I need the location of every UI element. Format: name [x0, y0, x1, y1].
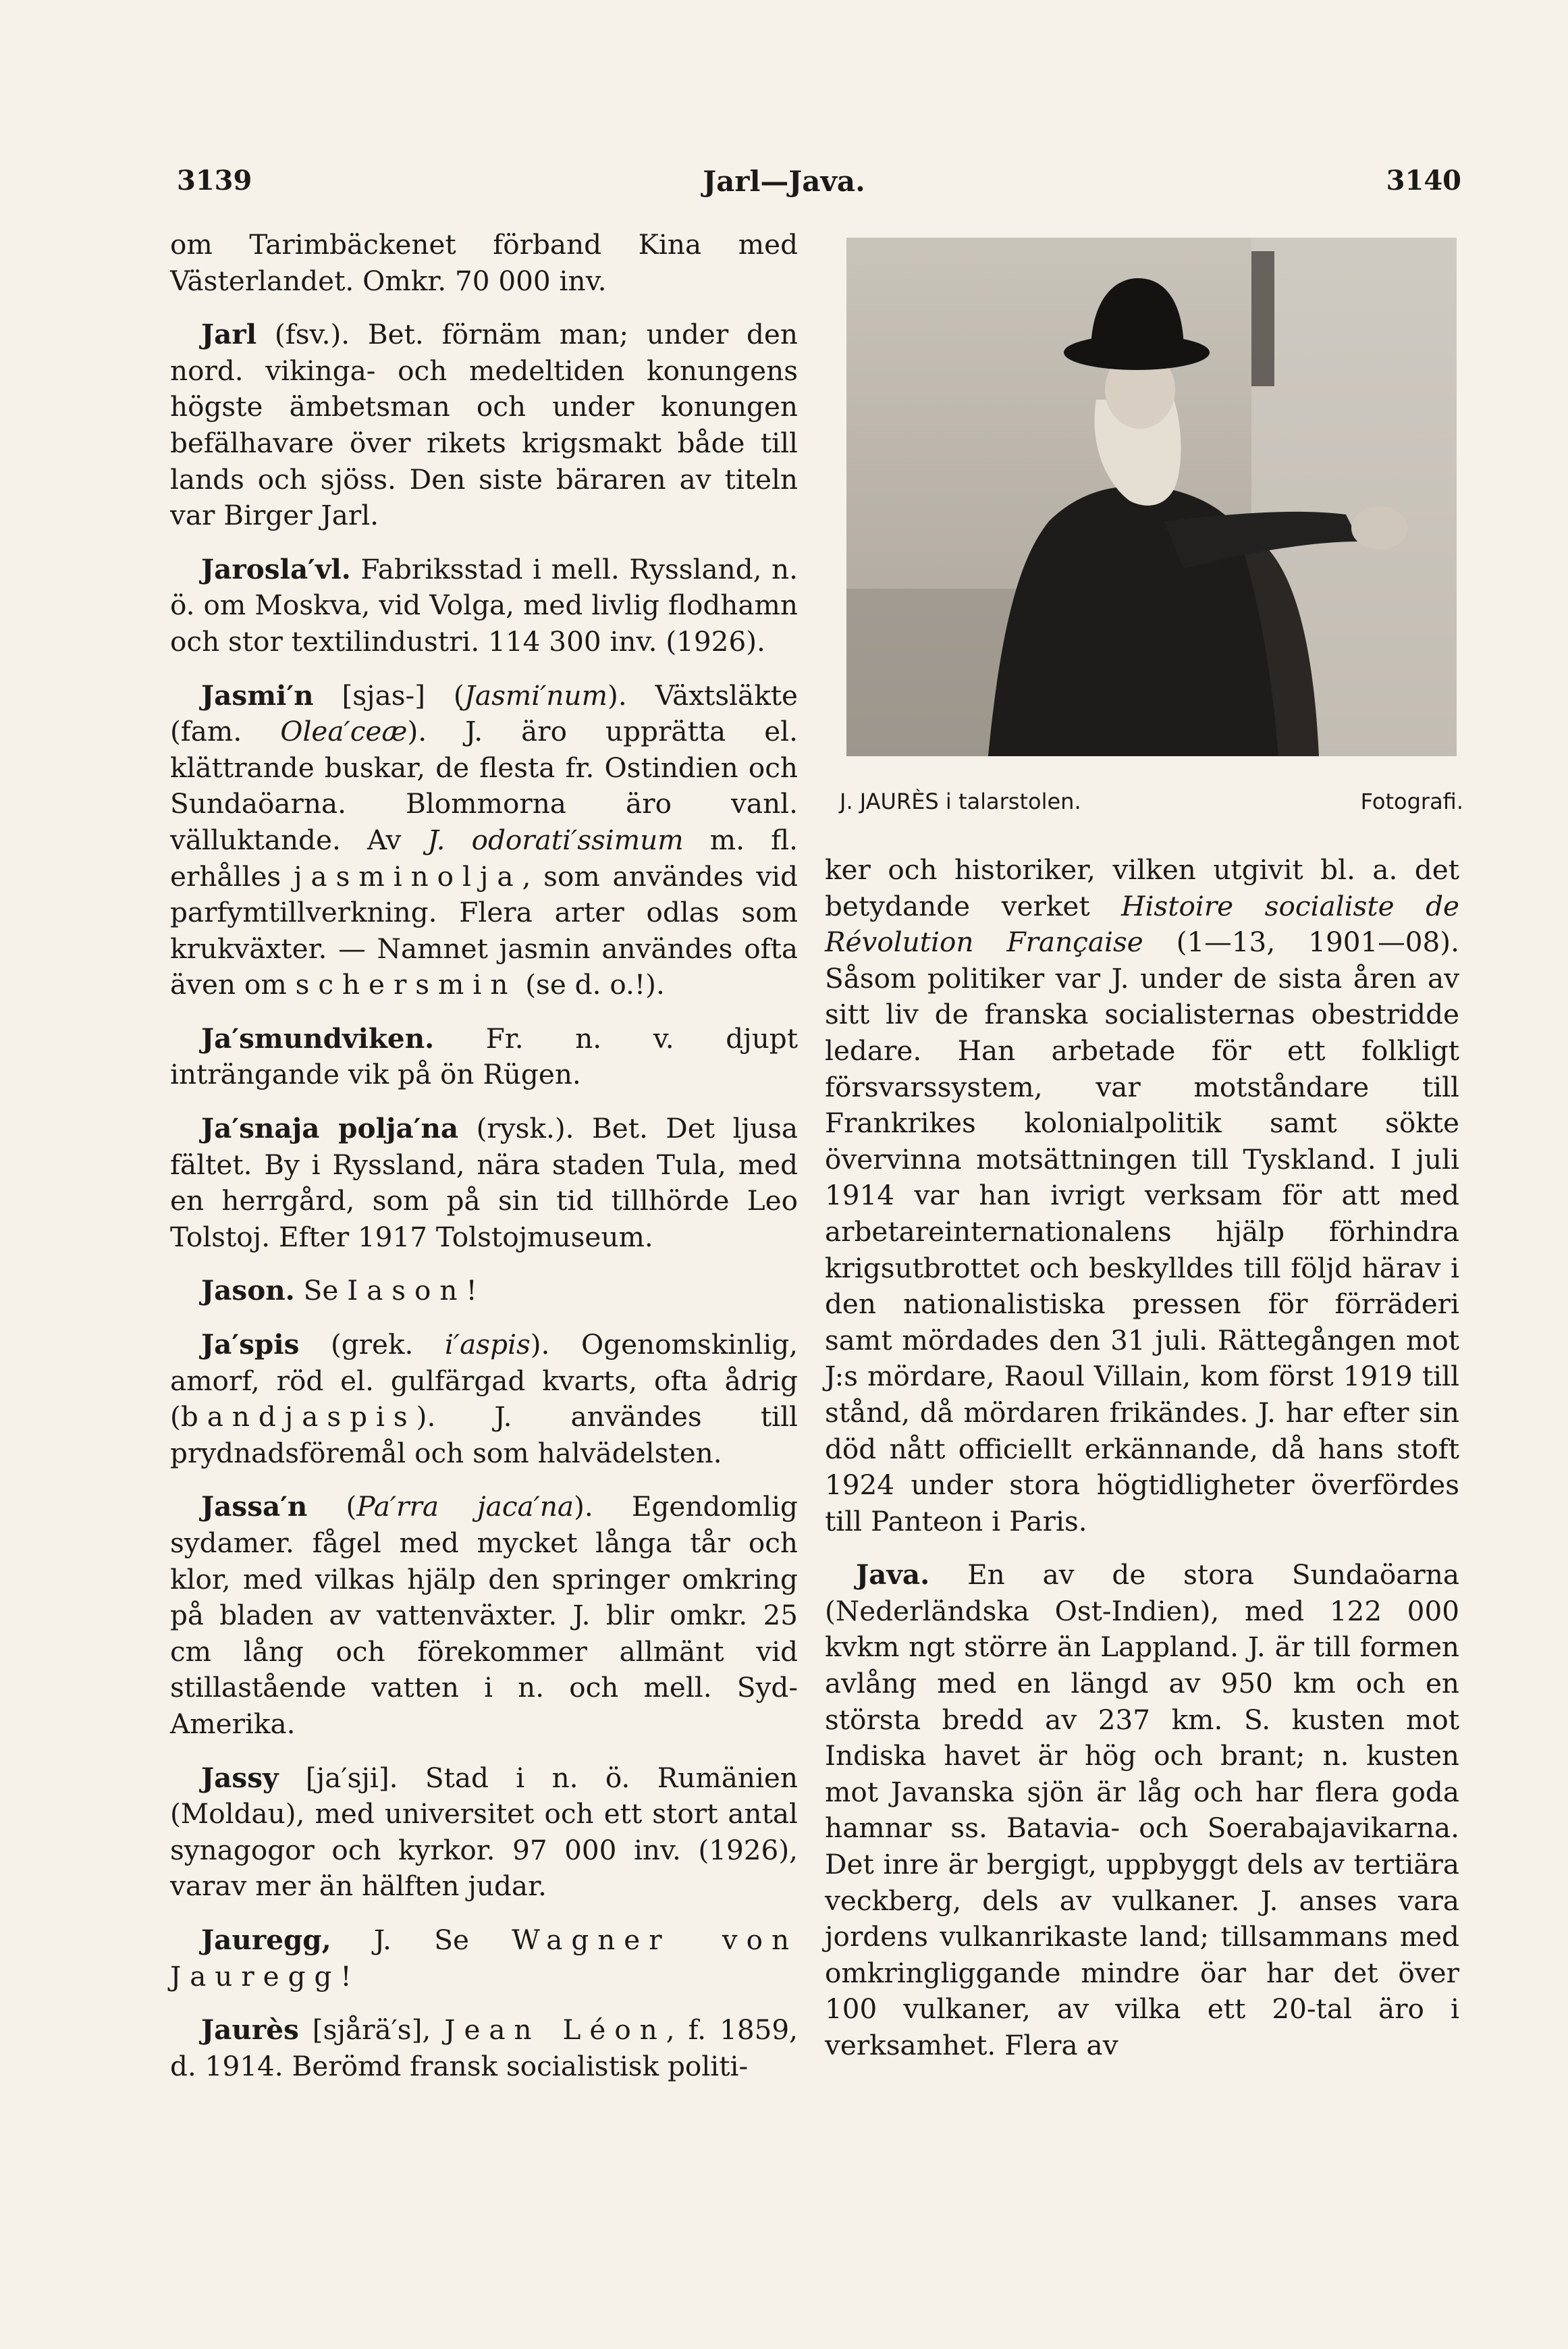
entry-text: [sjårä′s], — [298, 2013, 445, 2047]
entry-text: Se — [294, 1274, 348, 1307]
headword: Ja′spis — [201, 1328, 300, 1361]
spaced-term: Jean Léon — [444, 2013, 666, 2047]
caption-credit: Fotografi. — [1360, 789, 1463, 814]
entry-text: m. fl. erhålles — [170, 823, 799, 893]
greek-term: i′aspis — [444, 1328, 531, 1361]
entry-text: ). J. användes till prydnadsföremål och som halvädelsten. — [170, 1400, 798, 1469]
entry-continuation — [170, 227, 798, 299]
entry-text: ). Växtsläkte (fam. — [170, 679, 798, 748]
entry-text: ! — [340, 1959, 352, 1992]
entry-text: (grek. — [299, 1328, 445, 1361]
entry-jarl — [170, 317, 798, 534]
entry-text: J. Se — [331, 1923, 512, 1956]
headword: Jarl — [201, 318, 257, 351]
entry-jauregg — [170, 1922, 798, 1995]
entry-jassan — [170, 1489, 798, 1742]
page-header — [0, 165, 1568, 212]
entry-jason — [170, 1273, 798, 1309]
entry-text: Fr. n. v. djupt inträngande vik på ön Rügen. — [170, 1022, 798, 1091]
entry-jaspis — [170, 1327, 798, 1471]
headword: Jassy — [201, 1761, 279, 1794]
caption-text: J. JAURÈS i talarstolen. — [840, 789, 1081, 814]
entry-text: , f. 1859, d. 1914. Berömd fransk socialistisk politi- — [170, 2013, 799, 2082]
entry-text: om Tarimbäckenet förband Kina med Västerlandet. Omkr. 70 000 inv. — [170, 228, 798, 297]
spaced-term: schersmin — [295, 968, 517, 1001]
work-title: Histoire socialiste de Révolution Française — [825, 889, 1459, 959]
spaced-term: Wagner von Jauregg — [170, 1923, 798, 1992]
right-column — [825, 852, 1459, 2082]
entry-continuation — [825, 852, 1459, 1539]
entry-text: ). Ogenomskinlig, amorf, röd el. gulfärgad kvarts, ofta ådrig ( — [170, 1328, 798, 1433]
running-title: Jarl—Java. — [703, 165, 865, 198]
headword: Jarosla′vl. — [201, 552, 351, 585]
entry-text: Fabriksstad i mell. Ryssland, n. ö. om Moskva, vid Volga, med livlig flodhamn och stor textilindustri. 114 300 inv. (1926). — [170, 552, 798, 658]
headword: Jaurès — [201, 2013, 299, 2047]
headword: Jassa′n — [201, 1490, 308, 1523]
page-number-right: 3140 — [1386, 165, 1461, 196]
headword: Ja′smundviken. — [201, 1022, 435, 1055]
headword: Ja′snaja polja′na — [201, 1112, 459, 1145]
latin-name: Pa′rra jaca′na — [356, 1490, 574, 1523]
entry-text: , som användes vid parfymtillverkning. Flera arter odlas som krukväxter. — Namnet jasmin användes ofta även om — [170, 860, 799, 1001]
photo-caption — [840, 789, 1463, 822]
entry-text: ! — [466, 1274, 477, 1307]
headword: Jauregg, — [201, 1923, 331, 1956]
headword: Java. — [856, 1558, 930, 1591]
entry-text: (fsv.). Bet. förnäm man; under den nord. vikinga- och medeltiden konungens högste ämbetsman och under konungen befälhavare över rikets krigsmakt både till lands och sjöss. Den siste bäraren av titeln var Birger Jarl. — [170, 318, 798, 532]
entry-jassy — [170, 1760, 798, 1905]
latin-name: Olea′ceæ — [280, 715, 408, 748]
entry-text: (1—13, 1901—08). Såsom politiker var J. under de sista åren av sitt liv de franska socialisternas obestridde ledare. Han arbetade för ett folkligt försvarssystem, var motståndare till Frankrikes kolonialpolitik samt sökte övervinna motsättningen till Tyskland. I juli 1914 var han ivrigt verksam för att med arbetareinternationalens hjälp förhindra krigsutbrottet och beskylldes till följd härav i den nationalistiska pressen för förräderi samt mördades den 31 juli. Rättegången mot J:s mördare, Raoul Villain, kom först 1919 till stånd, då mördaren frikändes. J. har efter sin död nått officiellt erkännande, då hans stoft 1924 under stora högtidligheter överfördes till Panteon i Paris. — [825, 926, 1459, 1537]
jaures-photograph-illustration — [846, 238, 1457, 756]
headword: Jasmi′n — [201, 679, 314, 712]
entry-text: [sjas-] ( — [313, 679, 464, 712]
latin-name: J. odorati′ssimum — [427, 823, 684, 856]
entry-jasmundviken — [170, 1021, 798, 1093]
entry-text: ker och historiker, vilken utgivit bl. a. det betydande verket — [825, 853, 1459, 922]
left-column — [170, 227, 798, 2102]
entry-java — [825, 1557, 1459, 2063]
entry-text: ). Egendomlig sydamer. fågel med mycket långa tår och klor, med vilkas hjälp den springer omkring på bladen av vattenväxter. J. blir omkr. 25 cm lång och förekommer allmänt vid stillastående vatten i n. och mell. Syd-Amerika. — [170, 1490, 798, 1740]
spaced-term: jasminolja — [293, 860, 522, 893]
entry-jaroslavl — [170, 552, 798, 660]
latin-name: Jasmi′num — [464, 679, 607, 712]
entry-jasnaja-poljana — [170, 1111, 798, 1255]
spaced-term: Iason — [347, 1274, 466, 1307]
entry-jaures — [170, 2012, 798, 2084]
portrait-photo — [846, 238, 1457, 756]
page-number-left: 3139 — [177, 165, 252, 196]
entry-text: ). J. äro upprätta el. klättrande buskar, de flesta fr. Ostindien och Sundaöarna. Blommorna äro vanl. välluktande. Av — [170, 715, 798, 856]
entry-jasmin — [170, 678, 798, 1003]
headword: Jason. — [201, 1274, 295, 1307]
spaced-term: bandjaspis — [180, 1400, 416, 1433]
entry-text: ( — [307, 1490, 357, 1523]
entry-text: En av de stora Sundaöarna (Nederländska Ost-Indien), med 122 000 kvkm ngt större än Lappland. J. är till formen avlång med en längd av 950 km och en största bredd av 237 km. S. kusten mot Indiska havet är hög och brant; n. kusten mot Javanska sjön är låg och har flera goda hamnar ss. Batavia- och Soerabajavikarna. Det inre är bergigt, uppbyggt dels av tertiära veckberg, dels av vulkaner. J. anses vara jordens vulkanrikaste land; tillsammans med omkringliggande mindre öar har det över 100 vulkaner, av vilka ett 20-tal äro i verksamhet. Flera av — [825, 1558, 1459, 2061]
entry-text: (se d. o.!). — [516, 968, 665, 1001]
entry-text: (rysk.). Bet. Det ljusa fältet. By i Ryssland, nära staden Tula, med en herrgård, som på sin tid tillhörde Leo Tolstoj. Efter 1917 Tolstojmuseum. — [170, 1112, 799, 1253]
entry-text: [ja′sji]. Stad i n. ö. Rumänien (Moldau), med universitet och ett stort antal synagogor och kyrkor. 97 000 inv. (1926), varav mer än hälften judar. — [170, 1761, 798, 1903]
